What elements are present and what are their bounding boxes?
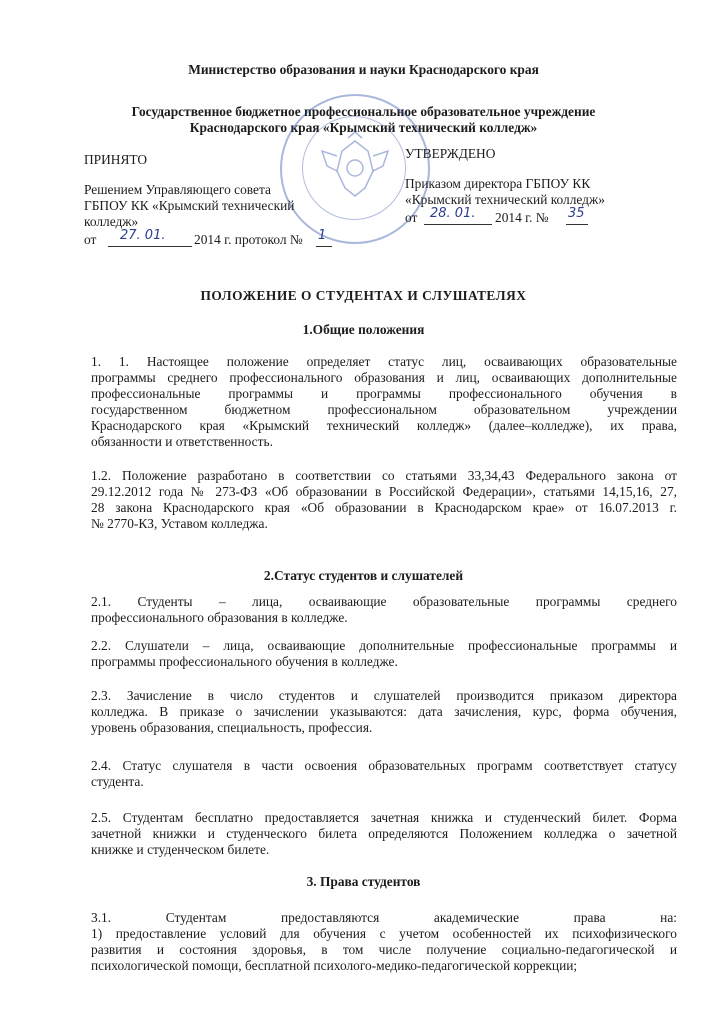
- paragraph-line: 2.3. Зачисление в число студентов и слушателей производится приказом директора: [91, 688, 677, 703]
- approved-date-handwritten: 28. 01.: [430, 206, 476, 221]
- section2-paragraph2: [91, 638, 677, 670]
- section2-paragraph4: [91, 758, 677, 790]
- paragraph-line: психологической помощи, бесплатной психолого-медико-педагогической коррекции;: [91, 958, 578, 973]
- approved-date-prefix: от: [405, 210, 418, 225]
- paragraph-line: зачетной книжки и студенческого билета определяются Положением колледжа о зачетной: [91, 826, 677, 841]
- section1-paragraph1: [91, 354, 677, 450]
- paragraph-line: Краснодарского края «Крымский технический колледж» (далее–колледже), их права,: [91, 418, 677, 433]
- paragraph-line: 29.12.2012 года № 273-ФЗ «Об образовании в Российской Федерации», статьями 14,15,16, 27,: [91, 484, 677, 499]
- paragraph-line: развития и состояния здоровья, в том числе получение социально-педагогической и: [91, 942, 677, 957]
- paragraph-line: 1. 1. Настоящее положение определяет статус лиц, осваивающих образовательные: [91, 354, 677, 369]
- approved-number-underline: [566, 224, 588, 225]
- section2-paragraph3: [91, 688, 677, 736]
- section2-paragraph5: [91, 810, 677, 858]
- approved-title: УТВЕРЖДЕНО: [405, 146, 496, 161]
- section3-title: 3. Права студентов: [306, 874, 421, 889]
- paragraph-line: 2.1. Студенты – лица, осваивающие образовательные программы среднего: [91, 594, 677, 609]
- section1-title: 1.Общие положения: [302, 322, 425, 337]
- accepted-title: ПРИНЯТО: [84, 152, 148, 167]
- approved-date-suffix: 2014 г. №: [495, 210, 549, 225]
- accepted-date-suffix: 2014 г. протокол №: [194, 232, 303, 247]
- approved-date-underline: [424, 224, 492, 225]
- paragraph-line: программы среднего профессионального образования и лиц, осваивающих дополнительные: [91, 370, 677, 385]
- paragraph-line: 2.2. Слушатели – лица, осваивающие дополнительные профессиональные программы и: [91, 638, 677, 653]
- paragraph-line: студента.: [91, 774, 144, 789]
- document-title: ПОЛОЖЕНИЕ О СТУДЕНТАХ И СЛУШАТЕЛЯХ: [200, 288, 527, 303]
- paragraph-line: 3.1. Студентам предоставляются академические права на:: [91, 910, 677, 925]
- section3-paragraph1: [91, 910, 677, 974]
- approved-line1: Приказом директора ГБПОУ КК: [405, 176, 591, 191]
- paragraph-line: 2.5. Студентам бесплатно предоставляется зачетная книжка и студенческий билет. Форма: [91, 810, 677, 825]
- accepted-line2: ГБПОУ КК «Крымский технический: [84, 198, 295, 213]
- section1-paragraph2: [91, 468, 677, 532]
- paragraph-line: книжке и студенческом билете.: [91, 842, 270, 857]
- accepted-number-underline: [316, 246, 332, 247]
- paragraph-line: уровень образования, специальность, профессия.: [91, 720, 373, 735]
- accepted-number-handwritten: 1: [318, 228, 327, 243]
- paragraph-line: программы профессионального обучения в колледже.: [91, 654, 398, 669]
- paragraph-line: 1) предоставление условий для обучения с учетом особенностей их психофизического: [91, 926, 677, 941]
- paragraph-line: № 2770-КЗ, Уставом колледжа.: [91, 516, 268, 531]
- accepted-line1: Решением Управляющего совета: [84, 182, 271, 197]
- approved-number-handwritten: 35: [568, 206, 585, 221]
- section2-title: 2.Статус студентов и слушателей: [263, 568, 464, 583]
- accepted-date-handwritten: 27. 01.: [120, 228, 166, 243]
- paragraph-line: колледжа. В приказе о зачислении указываются: дата зачисления, курс, форма обучения,: [91, 704, 677, 719]
- paragraph-line: государственном бюджетном профессиональном образовательном учреждении: [91, 402, 677, 417]
- paragraph-line: профессиональные программы и программы профессионального обучения в: [91, 386, 677, 401]
- accepted-date-prefix: от: [84, 232, 97, 247]
- paragraph-line: обязанности и ответственность.: [91, 434, 273, 449]
- accepted-date-underline: [108, 246, 192, 247]
- institution-heading-line2: Краснодарского края «Крымский технический колледж»: [189, 120, 538, 135]
- paragraph-line: 28 закона Краснодарского края «Об образовании в Краснодарском крае» от 16.07.2013 г.: [91, 500, 677, 515]
- paragraph-line: 1.2. Положение разработано в соответствии со статьями 33,34,43 Федерального закона от: [91, 468, 677, 483]
- institution-heading-line1: Государственное бюджетное профессиональное образовательное учреждение: [131, 104, 596, 119]
- section2-paragraph1: [91, 594, 677, 626]
- approved-line2: «Крымский технический колледж»: [405, 192, 605, 207]
- ministry-heading: Министерство образования и науки Краснодарского края: [188, 62, 539, 77]
- paragraph-line: профессионального образования в колледже.: [91, 610, 348, 625]
- accepted-line3: колледж»: [84, 214, 139, 229]
- paragraph-line: 2.4. Статус слушателя в части освоения образовательных программ соответствует статусу: [91, 758, 677, 773]
